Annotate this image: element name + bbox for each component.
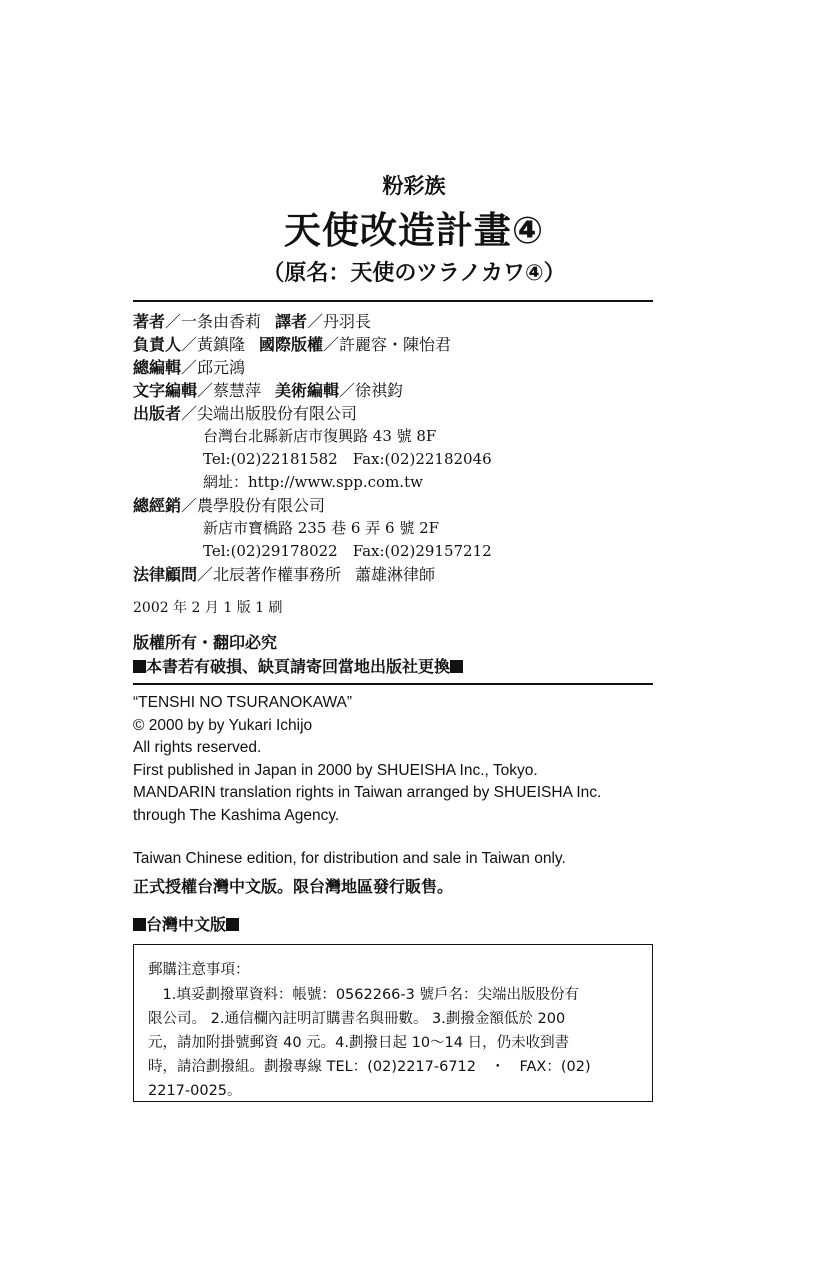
- credit-value: ／黃鎮隆: [181, 335, 246, 354]
- english-line: First published in Japan in 2000 by SHUEISHA Inc., Tokyo.: [133, 761, 538, 779]
- credit-label: 國際版權: [259, 335, 324, 354]
- credit-row: [133, 310, 653, 333]
- book-title: 天使改造計畫④: [283, 209, 545, 252]
- credit-value: ／農學股份有限公司: [181, 496, 326, 515]
- credit-label: 文字編輯: [133, 381, 198, 400]
- top-divider: [133, 300, 653, 302]
- credit-value: ／尖端出版股份有限公司: [181, 404, 358, 423]
- credit-detail: Tel:(02)29178022 Fax:(02)29157212: [203, 542, 492, 560]
- credit-label: 譯者: [275, 312, 308, 331]
- damage-notice-text: 本書若有破損、缺頁請寄回當地出版社更換: [146, 657, 451, 676]
- english-line: © 2000 by by Yukari Ichijo: [133, 716, 313, 734]
- square-bullet-icon: [133, 660, 146, 673]
- credit-value: ／徐祺鈞: [339, 381, 404, 400]
- english-line: MANDARIN translation rights in Taiwan arranged by SHUEISHA Inc.: [133, 784, 602, 801]
- square-bullet-icon: [450, 660, 463, 673]
- mail-order-line: 1.填妥劃撥單資料：帳號：0562266-3 號戶名：尖端出版股份有: [148, 987, 579, 1003]
- english-line: All rights reserved.: [133, 739, 262, 756]
- credit-row: [133, 494, 653, 517]
- credit-row: [133, 517, 653, 540]
- credit-row: [133, 379, 653, 402]
- original-title: （原名：天使のツラノカワ④）: [262, 261, 566, 286]
- credit-detail: 新店市寶橋路 235 巷 6 弄 6 號 2F: [203, 519, 440, 537]
- mail-order-line: 2217-0025。: [148, 1083, 242, 1099]
- mail-order-line: 元，請加附掛號郵資 40 元。4.劃撥日起 10～14 日，仍未收到書: [148, 1035, 570, 1051]
- credit-label: 負責人: [133, 335, 182, 354]
- credit-label: 總經銷: [133, 496, 182, 515]
- taiwan-edition-badge: [133, 912, 239, 935]
- credit-detail: Tel:(02)22181582 Fax:(02)22182046: [203, 450, 492, 468]
- credit-row: [133, 402, 653, 425]
- square-bullet-icon: [226, 918, 239, 931]
- taiwan-edition-chinese: 正式授權台灣中文版。限台灣地區發行販售。: [133, 877, 454, 896]
- mail-order-heading: 郵購注意事項：: [148, 962, 250, 978]
- credit-value: ／蔡慧萍: [197, 381, 262, 400]
- credit-value: ／邱元鴻: [181, 358, 246, 377]
- credit-value: ／丹羽長: [307, 312, 372, 331]
- credit-label: 法律顧問: [133, 565, 198, 584]
- english-line: through The Kashima Agency.: [133, 806, 340, 824]
- square-bullet-icon: [133, 918, 146, 931]
- credit-detail: 台灣台北縣新店市復興路 43 號 8F: [203, 427, 437, 445]
- credit-detail: 網址：http://www.spp.com.tw: [203, 473, 423, 491]
- mail-order-line: 時，請洽劃撥組。劃撥專線 TEL：(02)2217-6712 ・ FAX：(02): [148, 1059, 591, 1075]
- mail-order-line: 限公司。 2.通信欄內註明訂購書名與冊數。 3.劃撥金額低於 200: [148, 1011, 566, 1027]
- credit-value: ／一条由香莉: [165, 312, 262, 331]
- english-rights-block: [133, 692, 601, 827]
- mail-order-box: [133, 944, 653, 1102]
- credit-row: [133, 540, 653, 563]
- english-line: “TENSHI NO TSURANOKAWA”: [133, 694, 353, 711]
- credit-label: 總編輯: [133, 358, 182, 377]
- credit-row: [133, 425, 653, 448]
- credit-label: 美術編輯: [275, 381, 340, 400]
- credit-label: 著者: [133, 312, 166, 331]
- copyright-notice: 版權所有・翻印必究: [133, 633, 278, 652]
- credit-label: 出版者: [133, 404, 182, 423]
- middle-divider: [133, 683, 653, 685]
- taiwan-edition-badge-text: 台灣中文版: [146, 915, 227, 934]
- credit-row: [133, 471, 653, 494]
- damage-notice: [133, 654, 463, 677]
- taiwan-edition-english: Taiwan Chinese edition, for distribution and sale in Taiwan only.: [133, 850, 566, 867]
- credit-row: [133, 563, 653, 586]
- credit-value: ／許麗容・陳怡君: [323, 335, 452, 354]
- credit-row: [133, 333, 653, 356]
- credit-row: [133, 356, 653, 379]
- credits-block: [133, 310, 653, 586]
- series-name: 粉彩族: [382, 174, 446, 198]
- credit-row: [133, 448, 653, 471]
- credit-value: ／北辰著作權事務所: [197, 565, 342, 584]
- edition-date: 2002 年 2 月 1 版 1 刷: [133, 600, 283, 616]
- credit-value: 蕭雄淋律師: [355, 565, 436, 584]
